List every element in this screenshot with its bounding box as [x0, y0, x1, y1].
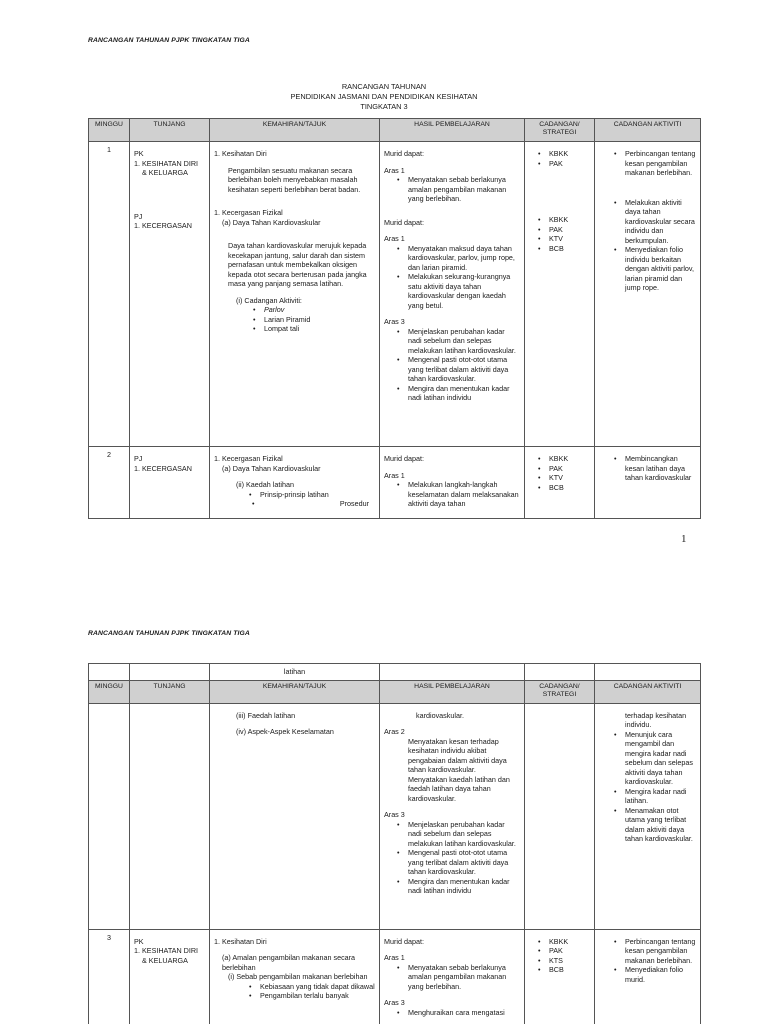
hasil-cell: [380, 447, 525, 519]
list-item: • Menjelaskan perubahan kadar nadi sebelum dan selepas melakukan latihan kardiovaskular.: [408, 820, 520, 849]
document-page-2: [0, 610, 768, 1024]
tunjang-line: 1. KESIHATAN DIRI: [134, 158, 199, 168]
column-header: MINGGU: [89, 680, 130, 703]
list-item: • Mengira dan menentukan kadar nadi latihan individu: [408, 384, 520, 403]
list-item: • BCB: [549, 244, 590, 254]
week-cell: 3: [89, 929, 130, 1024]
activity-cell: [595, 447, 701, 519]
list-item: • Prinsip-prinsip latihan: [260, 490, 375, 500]
title-line: RANCANGAN TAHUNAN: [341, 82, 427, 91]
outcome-text: Menyatakan kaedah latihan dan faedah latihan daya tahan kardiovaskular.: [408, 774, 510, 803]
outcome-list: [384, 820, 520, 896]
list-item: • Menghuraikan cara mengatasi: [408, 1008, 520, 1018]
tunjang-cell: [130, 929, 210, 1024]
outcome-list: [384, 327, 520, 403]
kemahiran-cell: [210, 929, 380, 1024]
tunjang-line: PJ: [134, 454, 143, 463]
list-item: • Menyatakan sebab berlakunya amalan pengambilan makanan yang berlebihan.: [408, 175, 520, 204]
list-item: • Menjelaskan perubahan kadar nadi sebelum dan selepas melakukan latihan kardiovaskular.: [408, 327, 520, 356]
column-header: HASIL PEMBELAJARAN: [380, 680, 525, 703]
tunjang-line: & KELUARGA: [142, 955, 188, 965]
strategy-list: [529, 215, 590, 253]
document-title: [0, 82, 768, 112]
column-header: HASIL PEMBELAJARAN: [380, 119, 525, 142]
list-item: • Pengambilan terlalu banyak: [260, 991, 375, 1001]
outcome-list: [384, 175, 520, 204]
list-item: • Mengira kadar nadi latihan.: [625, 787, 696, 806]
list-item: • BCB: [549, 965, 590, 975]
list-item: • Mengenal pasti otot-otot utama yang terlibat dalam aktiviti daya tahan kardiovaskular.: [408, 848, 520, 877]
level-label: Aras 3: [384, 317, 405, 326]
table-header-row: [89, 119, 701, 142]
list-item: • BCB: [549, 483, 590, 493]
page-gap: [0, 560, 768, 610]
subtopic-heading: (iv) Aspek-Aspek Keselamatan: [236, 727, 334, 736]
kemahiran-cell: [210, 703, 380, 929]
tunjang-cell: [130, 447, 210, 519]
list-item: • KTV: [549, 234, 590, 244]
list-item: • PAK: [549, 225, 590, 235]
topic-list: [214, 490, 375, 500]
tunjang-line: PK: [134, 936, 144, 946]
list-item: • Parlov: [264, 305, 375, 315]
level-label: Aras 1: [384, 234, 405, 243]
list-item: • Menyatakan maksud daya tahan kardiovaskular, parlov, jump rope, dan larian piramid.: [408, 244, 520, 273]
activity-list: [599, 937, 696, 985]
week-cell: 2: [89, 447, 130, 519]
level-label: Aras 1: [384, 953, 405, 962]
activity-heading: (i) Cadangan Aktiviti:: [236, 295, 302, 305]
topic-description: Daya tahan kardiovaskular merujuk kepada kecekapan jantung, salur darah dan sistem pernafasan untuk membekalkan oksigen kepada otot secara berterusan pada jangka masa yang panjang semasa latihan.: [228, 241, 367, 288]
activity-list: [599, 149, 696, 178]
continued-text: latihan: [210, 664, 380, 681]
list-item: • Lompat tali: [264, 324, 375, 334]
tunjang-line: 1. KECERGASAN: [134, 463, 192, 473]
list-item: • KBKK: [549, 215, 590, 225]
column-header: CADANGAN/ STRATEGI: [525, 680, 595, 703]
list-item: • Perbincangan tentang kesan pengambilan makanan berlebihan.: [625, 149, 696, 178]
topic-heading: 1. Kecergasan Fizikal: [214, 208, 283, 217]
list-item: • Mengira dan menentukan kadar nadi latihan individu: [408, 877, 520, 896]
outcome-intro: Murid dapat:: [384, 936, 424, 946]
column-header: CADANGAN/ STRATEGI: [525, 119, 595, 142]
list-item: • Perbincangan tentang kesan pengambilan makanan berlebihan.: [625, 937, 696, 966]
activity-continued: terhadap kesihatan individu.: [625, 710, 687, 729]
tunjang-line: PJ: [134, 211, 143, 221]
outcome-list: [384, 244, 520, 311]
level-label: Aras 1: [384, 470, 405, 480]
strategy-list: [529, 149, 590, 168]
outcome-continued: kardiovaskular.: [416, 710, 464, 720]
activity-list: [599, 454, 696, 483]
column-header: KEMAHIRAN/TAJUK: [210, 119, 380, 142]
list-item: • Melakukan aktiviti daya tahan kardiovaskular secara individu dan berkumpulan.: [625, 198, 696, 246]
activity-list: [214, 305, 375, 334]
topic-heading: 1. Kesihatan Diri: [214, 149, 267, 158]
activity-list: [599, 730, 696, 844]
column-header: TUNJANG: [130, 119, 210, 142]
subtopic-heading: (a) Daya Tahan Kardiovaskular: [222, 217, 321, 227]
tunjang-cell: [130, 142, 210, 447]
outcome-intro: Murid dapat:: [384, 149, 424, 158]
strategy-cell: [525, 703, 595, 929]
activity-cell: [595, 142, 701, 447]
list-item: • KBKK: [549, 937, 590, 947]
annual-plan-table: [88, 663, 701, 1024]
topic-description: Pengambilan sesuatu makanan secara berlebihan boleh menyebabkan masalah kesihatan seperti berlebihan berat badan.: [228, 165, 361, 194]
running-header: RANCANGAN TAHUNAN PJPK TINGKATAN TIGA: [88, 37, 250, 44]
list-item: • PAK: [549, 946, 590, 956]
outcome-intro: Murid dapat:: [384, 217, 424, 227]
level-label: Aras 1: [384, 165, 405, 175]
list-item: • Melakukan langkah-langkah keselamatan dalam melaksanakan aktiviti daya tahan: [408, 480, 520, 509]
outcome-list: [384, 963, 520, 992]
strategy-cell: [525, 447, 595, 519]
list-item: • Menunjuk cara mengambil dan mengira kadar nadi sebelum dan selepas aktiviti daya tahan kardiovaskular.: [625, 730, 696, 787]
list-item: • PAK: [549, 159, 590, 169]
list-item: • Menyediakan folio murid.: [625, 965, 696, 984]
tunjang-line: & KELUARGA: [142, 168, 188, 177]
outcome-text: Menyatakan kesan terhadap kesihatan individu akibat pengabaian dalam aktiviti daya tahan kardiovaskular.: [408, 736, 507, 774]
subtopic-heading: (a) Daya Tahan Kardiovaskular: [222, 463, 321, 473]
subtopic-heading: (i) Sebab pengambilan makanan berlebihan: [228, 972, 368, 981]
tunjang-line: 1. KECERGASAN: [134, 221, 192, 230]
topic-heading: 1. Kecergasan Fizikal: [214, 454, 283, 463]
list-item: • KTV: [549, 473, 590, 483]
activity-cell: [595, 703, 701, 929]
hasil-cell: [380, 929, 525, 1024]
hasil-cell: [380, 703, 525, 929]
activity-cell: [595, 929, 701, 1024]
strategy-cell: [525, 929, 595, 1024]
activity-list: [599, 198, 696, 293]
level-label: Aras 2: [384, 727, 405, 736]
column-header: TUNJANG: [130, 680, 210, 703]
title-line: PENDIDIKAN JASMANI DAN PENDIDIKAN KESIHATAN: [290, 91, 478, 101]
column-header: CADANGAN AKTIVITI: [595, 680, 701, 703]
list-item: • Menamakan otot utama yang terlibat dalam aktiviti daya tahan kardiovaskular.: [625, 806, 696, 844]
list-item: • KBKK: [549, 454, 590, 464]
subtopic-heading: (iii) Faedah latihan: [236, 710, 296, 720]
list-item: • Melakukan sekurang-kurangnya satu aktiviti daya tahan kardiovaskular dengan kaedah yang betul.: [408, 272, 520, 310]
column-header: CADANGAN AKTIVITI: [595, 119, 701, 142]
week-cell: [89, 703, 130, 929]
kemahiran-cell: [210, 142, 380, 447]
strategy-list: [529, 937, 590, 975]
week-cell: 1: [89, 142, 130, 447]
page-number: 1: [681, 533, 687, 545]
table-row-week-2: [89, 447, 701, 519]
topic-heading: 1. Kesihatan Diri: [214, 936, 267, 946]
hasil-cell: [380, 142, 525, 447]
list-item: • KTS: [549, 956, 590, 966]
table-row-week-1: [89, 142, 701, 447]
table-header-row: [89, 680, 701, 703]
column-header: KEMAHIRAN/TAJUK: [210, 680, 380, 703]
tunjang-line: 1. KESIHATAN DIRI: [134, 946, 199, 955]
outcome-list: [384, 480, 520, 509]
annual-plan-table: [88, 118, 701, 519]
table-row-week-3: [89, 929, 701, 1024]
title-line: TINGKATAN 3: [360, 101, 408, 111]
level-label: Aras 3: [384, 810, 405, 819]
strategy-list: [529, 454, 590, 492]
table-row-week-2-continued: [89, 703, 701, 929]
column-header: MINGGU: [89, 119, 130, 142]
topic-list: [214, 982, 375, 1001]
strategy-cell: [525, 142, 595, 447]
outcome-intro: Murid dapat:: [384, 454, 424, 463]
subtopic-heading: (ii) Kaedah latihan: [236, 480, 294, 489]
list-item: • Larian Piramid: [264, 315, 375, 325]
list-item: • PAK: [549, 464, 590, 474]
list-item: • Mengenal pasti otot-otot utama yang terlibat dalam aktiviti daya tahan kardiovaskular.: [408, 355, 520, 384]
outcome-list: [384, 1008, 520, 1018]
list-item: Prosedur: [339, 499, 369, 508]
level-label: Aras 3: [384, 998, 405, 1007]
tunjang-line: PK: [134, 149, 144, 158]
list-item: • KBKK: [549, 149, 590, 159]
continued-row: [89, 664, 701, 681]
kemahiran-cell: 1. Kecergasan Fizikal (a) Daya Tahan Kardiovaskular (ii) Kaedah latihan • Prinsip-prinsip latihan • Prosedur: [210, 447, 380, 519]
list-item: • Menyediakan folio individu berkaitan dengan aktiviti parlov, larian piramid dan jump rope.: [625, 245, 696, 293]
list-item: • Kebiasaan yang tidak dapat dikawal: [260, 982, 375, 992]
list-item: • Menyatakan sebab berlakunya amalan pengambilan makanan yang berlebihan.: [408, 963, 520, 992]
tunjang-cell: [130, 703, 210, 929]
subtopic-heading: (a) Amalan pengambilan makanan secara berlebihan: [222, 953, 356, 972]
list-item: • Membincangkan kesan latihan daya tahan kardiovaskular: [625, 454, 696, 483]
running-header: RANCANGAN TAHUNAN PJPK TINGKATAN TIGA: [88, 630, 250, 637]
